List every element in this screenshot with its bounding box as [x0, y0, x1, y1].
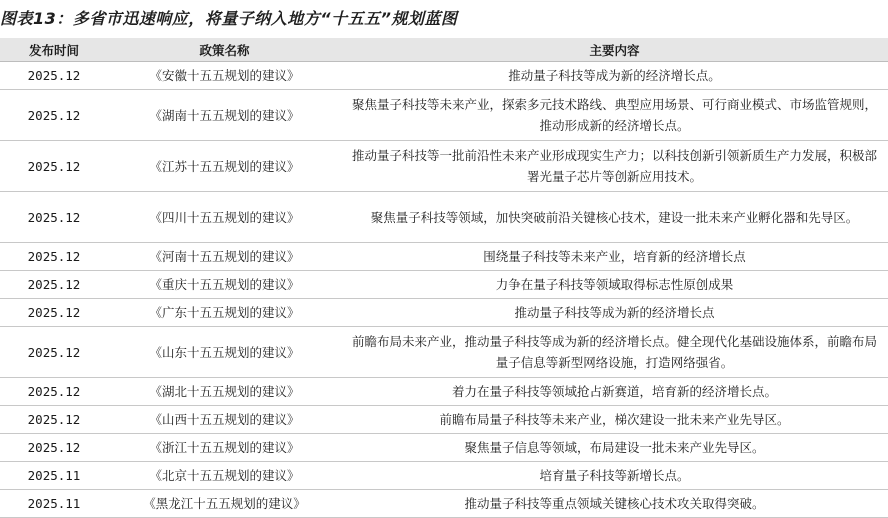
policy-name-cell: 《四川十五五规划的建议》	[108, 192, 341, 243]
date-cell: 2025.12	[0, 327, 108, 378]
table-row	[0, 327, 888, 378]
table-row	[0, 243, 888, 271]
date-cell: 2025.12	[0, 62, 108, 90]
table-row	[0, 299, 888, 327]
table-header-row	[0, 38, 888, 62]
policy-name-cell: 《河南十五五规划的建议》	[108, 243, 341, 271]
table-row	[0, 90, 888, 141]
table-row	[0, 192, 888, 243]
policy-name-cell: 《安徽十五五规划的建议》	[108, 62, 341, 90]
policy-name-cell: 《山东十五五规划的建议》	[108, 327, 341, 378]
date-cell: 2025.11	[0, 462, 108, 490]
date-cell: 2025.12	[0, 90, 108, 141]
main-content-cell: 聚焦量子信息等领域，布局建设一批未来产业先导区。	[341, 434, 888, 462]
main-content-cell: 围绕量子科技等未来产业，培育新的经济增长点	[341, 243, 888, 271]
date-cell: 2025.12	[0, 192, 108, 243]
table-row	[0, 378, 888, 406]
table-row	[0, 141, 888, 192]
header-date: 发布时间	[0, 38, 108, 62]
table-body	[0, 62, 888, 518]
date-cell: 2025.12	[0, 271, 108, 299]
policy-name-cell: 《北京十五五规划的建议》	[108, 462, 341, 490]
main-content-cell: 推动量子科技等一批前沿性未来产业形成现实生产力；以科技创新引领新质生产力发展，积极部署光量子芯片等创新应用技术。	[341, 141, 888, 192]
policy-name-cell: 《山西十五五规划的建议》	[108, 406, 341, 434]
date-cell: 2025.12	[0, 434, 108, 462]
policy-name-cell: 《广东十五五规划的建议》	[108, 299, 341, 327]
date-cell: 2025.12	[0, 141, 108, 192]
table-row	[0, 434, 888, 462]
policy-name-cell: 《湖北十五五规划的建议》	[108, 378, 341, 406]
date-cell: 2025.11	[0, 490, 108, 518]
main-content-cell: 着力在量子科技等领域抢占新赛道，培育新的经济增长点。	[341, 378, 888, 406]
main-content-cell: 前瞻布局量子科技等未来产业，梯次建设一批未来产业先导区。	[341, 406, 888, 434]
table-row	[0, 490, 888, 518]
policy-name-cell: 《重庆十五五规划的建议》	[108, 271, 341, 299]
main-content-cell: 前瞻布局未来产业，推动量子科技等成为新的经济增长点。健全现代化基础设施体系，前瞻布局量子信息等新型网络设施，打造网络强省。	[341, 327, 888, 378]
main-content-cell: 推动量子科技等成为新的经济增长点。	[341, 62, 888, 90]
table-row	[0, 406, 888, 434]
date-cell: 2025.12	[0, 299, 108, 327]
date-cell: 2025.12	[0, 378, 108, 406]
main-content-cell: 力争在量子科技等领域取得标志性原创成果	[341, 271, 888, 299]
policy-name-cell: 《江苏十五五规划的建议》	[108, 141, 341, 192]
policy-name-cell: 《黑龙江十五五规划的建议》	[108, 490, 341, 518]
date-cell: 2025.12	[0, 406, 108, 434]
main-content-cell: 聚焦量子科技等领域，加快突破前沿关键核心技术，建设一批未来产业孵化器和先导区。	[341, 192, 888, 243]
main-content-cell: 聚焦量子科技等未来产业，探索多元技术路线、典型应用场景、可行商业模式、市场监管规则，推动形成新的经济增长点。	[341, 90, 888, 141]
header-policy-name: 政策名称	[108, 38, 341, 62]
date-cell: 2025.12	[0, 243, 108, 271]
table-row	[0, 271, 888, 299]
main-content-cell: 推动量子科技等成为新的经济增长点	[341, 299, 888, 327]
main-content-cell: 培育量子科技等新增长点。	[341, 462, 888, 490]
policy-table	[0, 38, 888, 518]
header-main-content: 主要内容	[341, 38, 888, 62]
table-row	[0, 462, 888, 490]
figure-title: 图表13：多省市迅速响应，将量子纳入地方“十五五”规划蓝图	[0, 9, 458, 28]
table-row	[0, 62, 888, 90]
policy-name-cell: 《浙江十五五规划的建议》	[108, 434, 341, 462]
policy-name-cell: 《湖南十五五规划的建议》	[108, 90, 341, 141]
main-content-cell: 推动量子科技等重点领域关键核心技术攻关取得突破。	[341, 490, 888, 518]
